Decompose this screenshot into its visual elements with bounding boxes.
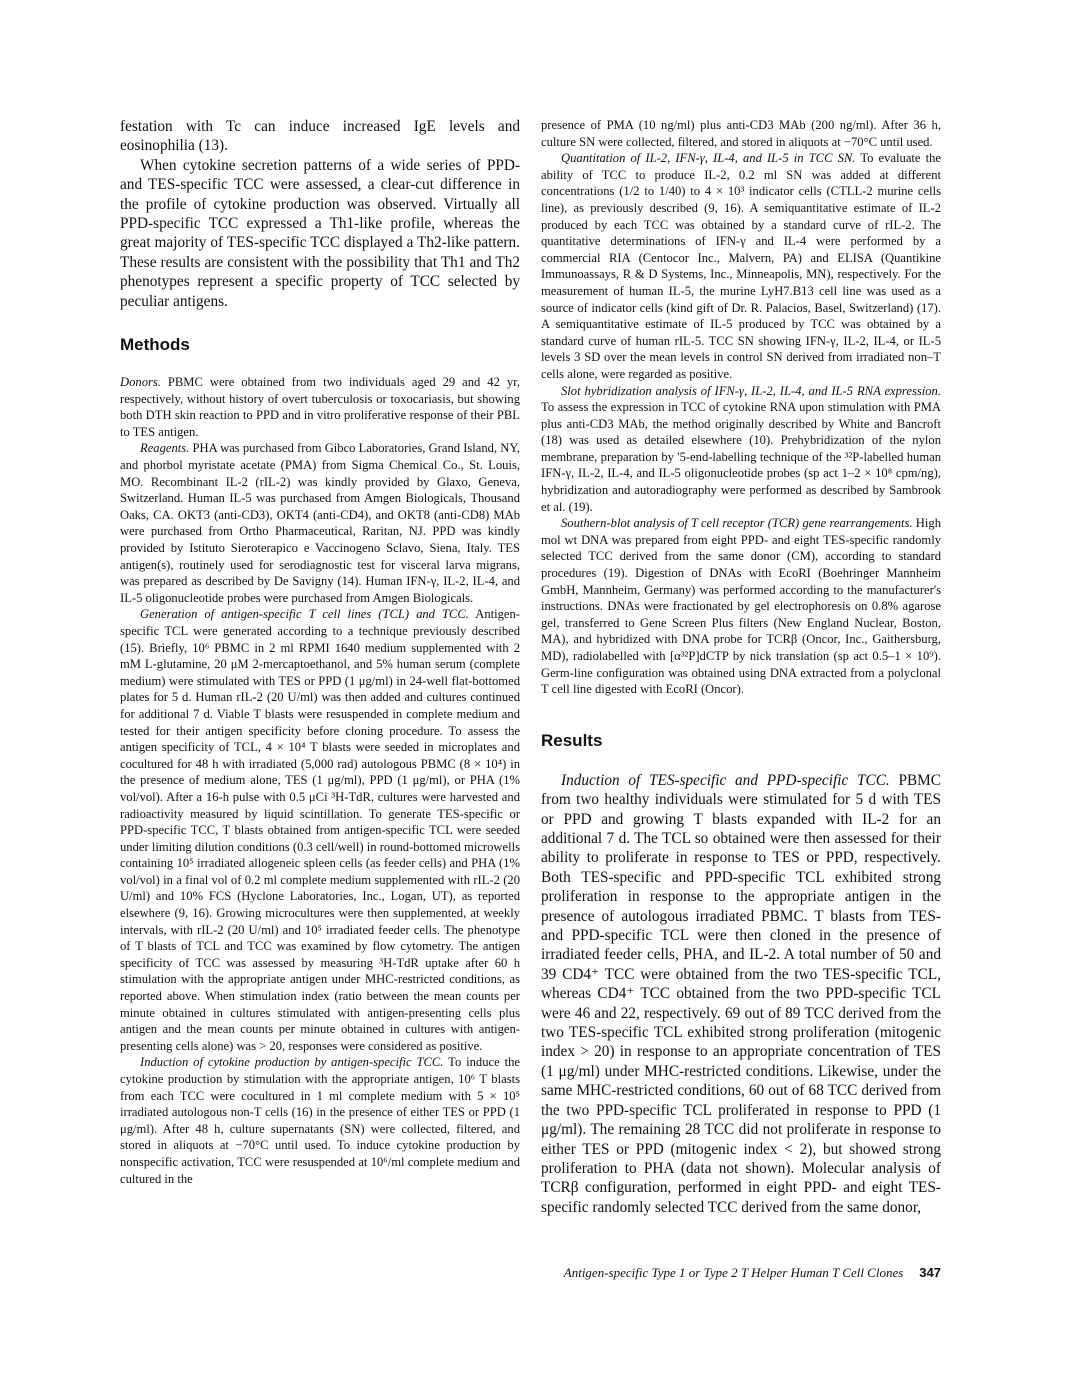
induction-runin: Induction of cytokine production by antigen-specific TCC. [140,1055,444,1070]
reagents-text: PHA was purchased from Gibco Laboratories, Grand Island, NY, and phorbol myristate acetate (PMA) from Sigma Chemical Co., St. Louis, MO. Recombinant IL-2 (rIL-2) was kindly provided by Glaxo, Geneva, Switzerland. Human IL-5 was purchased from Amgen Biologicals, Thousand Oaks, CA. OKT3 (anti-CD3), OKT4 (anti-CD4), and OKT8 (anti-CD8) MAb were purchased from Ortho Pharmaceutical, Raritan, NJ. PPD was kindly provided by Istituto Sieroterapico e Vaccinogeno Sclavo, Siena, Italy. TES antigen(s), routinely used for serodiagnostic test for visceral larva migrans, was prepared as described by De Savigny (14). Human IFN-γ, IL-2, IL-4, and IL-5 oligonucleotide probes were purchased from Amgen Biologicals. [120,441,520,605]
slot-hybridization-runin: Slot hybridization analysis of IFN-γ, IL-2, IL-4, and IL-5 RNA expression. [561,383,941,398]
slot-hybridization-text: To assess the expression in TCC of cytokine RNA upon stimulation with PMA plus anti-CD3 MAb, the method originally described by White and Bancroft (18) was used as detailed elsewhere (10). Prehybridization of the nylon membrane, preparation by '5-end-labelling technique of the ³²P-labelled human IFN-γ, IL-2, IL-4, and IL-5 oligonucleotide probes (sp act 1–2 × 10⁸ cpm/ng), hybridization and autoradiography were performed as described by Sambrook et al. (19). [541,400,941,514]
quantitation-runin: Quantitation of IL-2, IFN-γ, IL-4, and IL-5 in TCC SN. [561,151,856,166]
southern-blot-text: High mol wt DNA was prepared from eight PPD- and eight TES-specific randomly selected TCC derived from the same donor (CM), according to standard procedures (19). Digestion of DNAs with EcoRI (Boehringer Mannheim GmbH, Mannheim, Germany) was performed according to the manufacturer's instructions. DNAs were fractionated by gel electrophoresis on 0.8% agarose gel, transferred to Gene Screen Plus filters (New England Nuclear, Boston, MA), and hybridized with DNA probe for TCRβ (Oncor, Inc., Gaithersburg, MD), radiolabelled with [α³²P]dCTP by nick translation (sp act 0.5–1 × 10⁹). Germ-line configuration was obtained using DNA extracted from a polyclonal T cell line digested with EcoRI (Oncor). [541,516,941,697]
reagents-runin: Reagents. [140,441,190,456]
slot-hybridization-paragraph [541,383,941,516]
intro-paragraph: When cytokine secretion patterns of a wide series of PPD- and TES-specific TCC were assessed, a clear-cut difference in the profile of cytokine production was observed. Virtually all PPD-specific TCC expressed a Th1-like profile, whereas the great majority of TES-specific TCC displayed a Th2-like pattern. These results are consistent with the possibility that Th1 and Th2 phenotypes represent a specific property of TCC selected by peculiar antigens. [120,156,520,310]
quantitation-text: To evaluate the ability of TCC to produce IL-2, 0.2 ml SN was added at different concentrations (1/2 to 1/40) to 4 × 10³ indicator cells (CTLL-2 murine cells line), as previously described (9, 16). A semiquantitative estimate of IL-2 produced by each TCC was obtained by a standard curve of rIL-2. The quantitative determinations of IFN-γ and IL-4 were performed by a commercial RIA (Centocor Inc., Malvern, PA) and ELISA (Quantikine Immunoassays, R & D Systems, Inc., Minneapolis, MN), respectively. For the measurement of human IL-5, the murine LyH7.B13 cell line was used as a source of indicator cells (kind gift of Dr. R. Palacios, Basel, Switzerland) (17). A semiquantitative estimate of IL-5 produced by TCC was obtained by a standard curve of human rIL-5. TCC SN showing IFN-γ, IL-2, IL-4, or IL-5 levels 3 SD over the mean levels in control SN derived from irradiated non–T cells alone, were regarded as positive. [541,151,941,381]
induction-paragraph [120,1054,520,1187]
donors-paragraph [120,374,520,440]
southern-blot-runin: Southern-blot analysis of T cell receptor (TCR) gene rearrangements. [561,516,913,531]
southern-blot-paragraph [541,515,941,698]
page-number: 347 [919,1265,941,1280]
results-runin: Induction of TES-specific and PPD-specific TCC. [561,771,890,789]
induction-text: To induce the cytokine production by stimulation with the appropriate antigen, 10⁶ T blasts from each TCC were cocultured in 1 ml complete medium with 5 × 10⁵ irradiated autologous non-T cells (16) in the presence of either TES or PPD (1 μg/ml). After 48 h, culture supernatants (SN) were collected, filtered, and stored in aliquots at −70°C until used. To induce cytokine production by nonspecific activation, TCC were resuspended at 10⁶/ml complete medium and cultured in the [120,1055,520,1186]
methods-heading: Methods [120,335,190,355]
left-column [120,117,520,1187]
generation-runin: Generation of antigen-specific T cell lines (TCL) and TCC. [140,607,469,622]
quantitation-paragraph [541,150,941,382]
right-column [541,117,941,1217]
running-footer [508,1265,941,1281]
running-title: Antigen-specific Type 1 or Type 2 T Helper Human T Cell Clones [563,1265,904,1280]
results-text: PBMC from two healthy individuals were stimulated for 5 d with TES or PPD and growing T blasts expanded with IL-2 for an additional 7 d. The TCL so obtained were then assessed for their ability to proliferate in response to TES or PPD, respectively. Both TES-specific and PPD-specific TCL exhibited strong proliferation in response to the appropriate antigen in the presence of autologous irradiated PBMC. T blasts from TES- and PPD-specific TCL were then cloned in the presence of irradiated feeder cells, PHA, and IL-2. A total number of 50 and 39 CD4⁺ TCC were obtained from the two TES-specific TCL, whereas CD4⁺ TCC obtained from the two PPD-specific TCL were 46 and 22, respectively. 69 out of 89 TCC derived from the two TES-specific TCL exhibited strong proliferation (mitogenic index > 20) in response to an appropriate concentration of TES (1 μg/ml) under MHC-restricted conditions. Likewise, under the same MHC-restricted conditions, 60 out of 68 TCC derived from the two PPD-specific TCL proliferated in response to PPD (1 μg/ml). The remaining 28 TCC did not proliferate in response to either TES or PPD (mitogenic index < 2), but showed strong proliferation to PHA (data not shown). Molecular analysis of TCRβ configuration, performed in eight PPD- and eight TES-specific randomly selected TCC derived from the same donor, [541,771,941,1216]
reagents-paragraph [120,440,520,606]
intro-paragraph-continued: festation with Tc can induce increased IgE levels and eosinophilia (13). [120,118,520,155]
generation-text: Antigen-specific TCL were generated according to a technique previously described (15). Briefly, 10⁶ PBMC in 2 ml RPMI 1640 medium supplemented with 2 mM L-glutamine, 20 μM 2-mercaptoethanol, and 5% human serum (complete medium) were stimulated with TES or PPD (1 μg/ml) in 24-well flat-bottomed plates for 5 d. Human rIL-2 (20 U/ml) was then added and cultures continued for additional 7 d. Viable T blasts were resuspended in complete medium and tested for their antigen specificity before cloning procedure. To assess the antigen specificity of TCL, 4 × 10⁴ T blasts were seeded in microplates and cocultured for 48 h with irradiated (5,000 rad) autologous PBMC (8 × 10⁴) in the presence of medium alone, TES (1 μg/ml), PPD (1 μg/ml), or PHA (1% vol/vol). After a 16-h pulse with 0.5 μCi ³H-TdR, cultures were harvested and radioactivity measured by liquid scintillation. To generate TES-specific or PPD-specific TCC, T blasts obtained from antigen-specific TCL were seeded under limiting dilution conditions (0.3 cell/well) in round-bottomed microwells containing 10⁵ irradiated allogeneic spleen cells (as feeder cells) and PHA (1% vol/vol) in a final vol of 0.2 ml complete medium supplemented with rIL-2 (20 U/ml) and 10% FCS (Hyclone Laboratories, Inc., Logan, UT), as reported elsewhere (9, 16). Growing microcultures were then supplemented, at weekly intervals, with rIL-2 (20 U/ml) and 10⁵ irradiated feeder cells. The phenotype of T blasts of TCL and TCC was examined by flow cytometry. The antigen specificity of TCC was assessed by measuring ³H-TdR uptake after 60 h stimulation with the appropriate antigen under MHC-restricted conditions, as reported above. When stimulation index (ratio between the mean counts per minute obtained in cultures stimulated with antigen-presenting cells plus antigen and the mean counts per minute obtained in cultures with antigen-presenting cells alone) was > 20, responses were considered as positive. [120,607,520,1053]
results-heading: Results [541,730,603,750]
donors-runin: Donors. [120,375,161,390]
induction-paragraph-continued: presence of PMA (10 ng/ml) plus anti-CD3 MAb (200 ng/ml). After 36 h, culture SN were collected, filtered, and stored in aliquots at −70°C until used. [541,118,941,149]
results-paragraph [541,771,941,1217]
donors-text: PBMC were obtained from two individuals aged 29 and 42 yr, respectively, without history of overt tuberculosis or toxocariasis, but showing both DTH skin reaction to PPD and in vitro proliferative response of their PBL to TES antigen. [120,375,520,439]
generation-paragraph [120,606,520,1054]
